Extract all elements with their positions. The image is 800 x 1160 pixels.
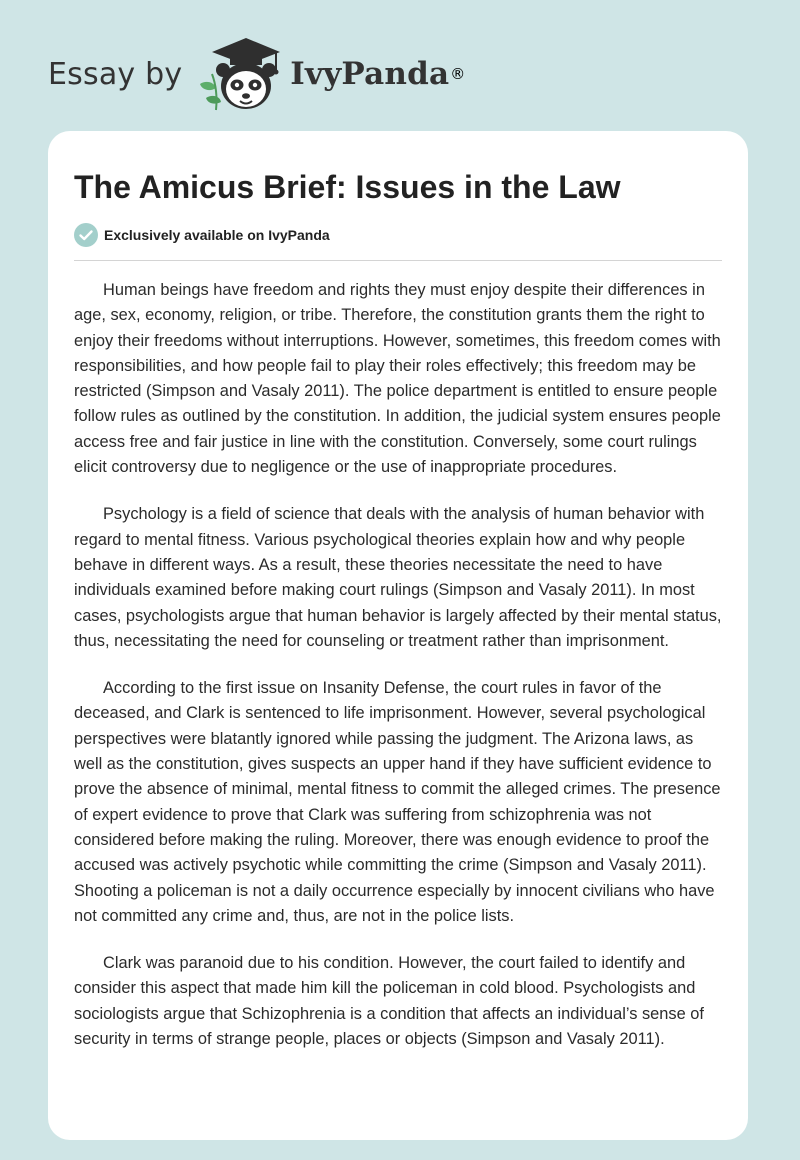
registered-mark: ® (450, 65, 466, 83)
panda-logo-icon (194, 34, 286, 114)
essay-card (48, 131, 748, 1140)
exclusive-label: Exclusively available on IvyPanda (104, 227, 330, 243)
exclusive-badge (74, 223, 722, 247)
essay-paragraph: Psychology is a field of science that deals with the analysis of human behavior with regard to mental fitness. Various psychological theories explain how and why people behave in different ways. As a result, these theories necessitate the need to have individuals examined before making court rulings (Simpson and Vasaly 2011). In most cases, psychologists argue that human behavior is largely affected by their mental status, thus, necessitating the need for counseling or treatment rather than imprisonment. (74, 505, 722, 650)
brand-name: IvyPanda (290, 56, 450, 92)
brand-header[interactable] (48, 34, 465, 114)
title-divider (74, 260, 722, 261)
essay-title: The Amicus Brief: Issues in the Law (74, 169, 621, 205)
essay-paragraph: Human beings have freedom and rights they must enjoy despite their differences in age, sex, economy, religion, or tribe. Therefore, the constitution grants them the right to enjoy their freedoms without interruptions. However, sometimes, this freedom comes with responsibilities, and how people fail to play their roles effectively; this freedom may be restricted (Simpson and Vasaly 2011). The police department is entitled to ensure people follow rules as outlined by the constitution. In addition, the judicial system ensures people access free and fair justice in line with the constitution. Conversely, some court rulings elicit controversy due to negligence or the use of inappropriate procedures. (74, 281, 721, 477)
essay-paragraph: Clark was paranoid due to his condition. However, the court failed to identify and consider this aspect that made him kill the policeman in cold blood. Psychologists and sociologists argue that Schizophrenia is a condition that affects an individual’s sense of security in terms of strange people, places or objects (Simpson and Vasaly 2011). (74, 954, 704, 1049)
essay-paragraph: According to the first issue on Insanity Defense, the court rules in favor of the deceased, and Clark is sentenced to life imprisonment. However, several psychological perspectives were blatantly ignored while passing the judgment. The Arizona laws, as well as the constitution, gives suspects an upper hand if they have sufficient evidence to prove the absence of minimal, mental fitness to commit the alleged crimes. The presence of expert evidence to prove that Clark was suffering from schizophrenia was not considered before making the ruling. Moreover, there was enough evidence to proof the accused was actively psychotic while committing the crime (Simpson and Vasaly 2011). Shooting a policeman is not a daily occurrence especially by innocent civilians who have not committed any crime and, thus, are not in the police lists. (74, 679, 721, 925)
brand-prefix: Essay by (48, 56, 183, 92)
check-icon (74, 223, 98, 247)
